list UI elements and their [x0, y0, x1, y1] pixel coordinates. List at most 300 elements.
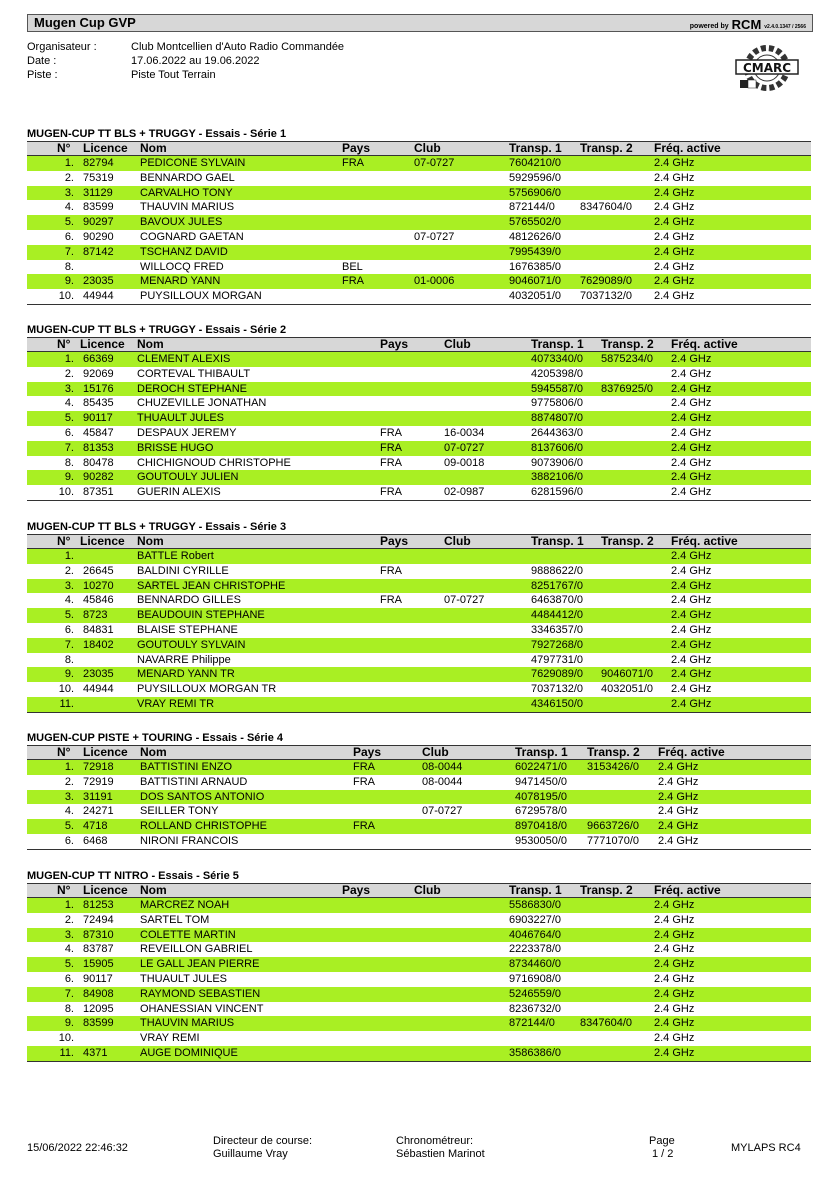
series-title: MUGEN-CUP TT BLS + TRUGGY - Essais - Série 1 [27, 128, 287, 140]
frequency: 2.4 GHz [671, 550, 712, 562]
frequency: 2.4 GHz [671, 412, 712, 425]
rank: 1. [64, 761, 74, 773]
rank: 11. [59, 697, 74, 710]
col-nom: Nom [140, 745, 167, 759]
table-row [27, 760, 811, 775]
driver-name: TSCHANZ DAVID [140, 245, 228, 258]
transponder-1: 9775806/0 [531, 397, 583, 410]
meta-key: Piste : [27, 69, 58, 81]
series-section [27, 520, 811, 713]
transponder-1: 4073340/0 [531, 353, 583, 365]
rank: 10. [58, 486, 74, 499]
transponder-1: 8734460/0 [509, 958, 561, 971]
col-transp2: Transp. 2 [580, 883, 633, 897]
table-row [27, 623, 811, 638]
club: 02-0987 [444, 486, 485, 499]
driver-name: OHANESSIAN VINCENT [140, 1002, 264, 1015]
driver-name: BRISSE HUGO [137, 441, 214, 454]
series-title: MUGEN-CUP TT NITRO - Essais - Série 5 [27, 870, 239, 882]
col-no: N° [57, 337, 71, 351]
rank: 4. [64, 805, 74, 818]
frequency: 2.4 GHz [654, 1046, 695, 1059]
country: FRA [353, 775, 375, 788]
country: FRA [342, 157, 364, 169]
footer-system [731, 1135, 801, 1155]
transponder-2: 8347604/0 [580, 1017, 632, 1030]
frequency: 2.4 GHz [654, 899, 695, 911]
frequency: 2.4 GHz [658, 834, 699, 847]
frequency: 2.4 GHz [654, 186, 695, 199]
frequency: 2.4 GHz [671, 471, 712, 484]
report-title-bar [27, 14, 813, 32]
frequency: 2.4 GHz [671, 353, 712, 365]
col-no: N° [57, 745, 71, 759]
rank: 5. [64, 216, 74, 229]
transponder-1: 3586386/0 [509, 1046, 561, 1059]
transponder-1: 8874807/0 [531, 412, 583, 425]
frequency: 2.4 GHz [654, 913, 695, 926]
rank: 5. [64, 412, 74, 425]
col-pays: Pays [342, 141, 371, 155]
driver-name: NIRONI FRANCOIS [140, 834, 239, 847]
rank: 5. [64, 820, 74, 833]
col-licence: Licence [80, 534, 125, 548]
transponder-1: 5756906/0 [509, 186, 561, 199]
frequency: 2.4 GHz [671, 638, 712, 651]
table-header [27, 883, 811, 898]
director-label: Directeur de course: [213, 1135, 313, 1147]
series-section [27, 869, 811, 1062]
licence: 90282 [83, 471, 114, 484]
rank: 9. [64, 668, 74, 681]
licence: 72919 [83, 775, 114, 788]
table-row [27, 928, 811, 943]
transponder-1: 9073906/0 [531, 456, 583, 469]
rank: 6. [64, 834, 74, 847]
col-transp1: Transp. 1 [531, 337, 584, 351]
frequency: 2.4 GHz [671, 594, 712, 607]
meta-key: Date : [27, 55, 57, 67]
transponder-1: 4797731/0 [531, 653, 583, 666]
table-row [27, 957, 811, 972]
table-row [27, 804, 811, 819]
col-club: Club [414, 883, 441, 897]
frequency: 2.4 GHz [671, 367, 712, 380]
rank: 3. [64, 382, 74, 395]
col-transp2: Transp. 2 [580, 141, 633, 155]
table-end-rule [27, 500, 811, 501]
rank: 4. [64, 594, 74, 607]
driver-name: CHUZEVILLE JONATHAN [137, 397, 267, 410]
frequency: 2.4 GHz [654, 1002, 695, 1015]
transponder-2: 8376925/0 [601, 382, 653, 395]
driver-name: BLAISE STEPHANE [137, 623, 238, 636]
table-header [27, 745, 811, 760]
licence: 85435 [83, 397, 114, 410]
driver-name: DOS SANTOS ANTONIO [140, 790, 265, 803]
transponder-2: 5875234/0 [601, 353, 653, 365]
licence: 31191 [83, 790, 113, 803]
licence: 92069 [83, 367, 114, 380]
frequency: 2.4 GHz [654, 171, 695, 184]
transponder-2: 3153426/0 [587, 761, 639, 773]
table-row [27, 426, 811, 441]
country: FRA [342, 275, 364, 288]
rank: 10. [58, 1032, 74, 1045]
licence: 10270 [83, 579, 114, 592]
footer-timestamp [27, 1135, 128, 1155]
col-club: Club [414, 141, 441, 155]
rank: 5. [64, 609, 74, 622]
table-row [27, 593, 811, 608]
series-section [27, 323, 811, 501]
driver-name: THAUVIN MARIUS [140, 1017, 235, 1030]
frequency: 2.4 GHz [654, 987, 695, 1000]
frequency: 2.4 GHz [658, 775, 699, 788]
transponder-1: 7995439/0 [509, 245, 561, 258]
licence: 83787 [83, 943, 114, 956]
transponder-1: 7629089/0 [531, 668, 583, 681]
country: FRA [353, 761, 375, 773]
series-title: MUGEN-CUP PISTE + TOURING - Essais - Série 4 [27, 732, 284, 744]
table-row [27, 245, 811, 260]
driver-name: BENNARDO GAEL [140, 171, 235, 184]
series-section [27, 731, 811, 850]
driver-name: RAYMOND SEBASTIEN [140, 987, 261, 1000]
rank: 2. [64, 913, 74, 926]
transponder-1: 4205398/0 [531, 367, 583, 380]
club: 07-0727 [444, 441, 485, 454]
driver-name: BEAUDOUIN STEPHANE [137, 609, 265, 622]
table-row [27, 274, 811, 289]
rank: 9. [64, 275, 74, 288]
rank: 11. [59, 1046, 74, 1059]
transponder-1: 5246559/0 [509, 987, 561, 1000]
table-row [27, 200, 811, 215]
transponder-1: 3346357/0 [531, 623, 583, 636]
licence: 15905 [83, 958, 114, 971]
table-row [27, 382, 811, 397]
transponder-1: 6281596/0 [531, 486, 583, 499]
rank: 4. [64, 201, 74, 214]
rank: 8. [64, 653, 74, 666]
frequency: 2.4 GHz [671, 579, 712, 592]
table-row [27, 230, 811, 245]
transponder-1: 6903227/0 [509, 913, 561, 926]
driver-name: GUERIN ALEXIS [137, 486, 221, 499]
table-row [27, 156, 811, 171]
transponder-1: 872144/0 [509, 1017, 555, 1030]
series-section [27, 127, 811, 305]
driver-name: LE GALL JEAN PIERRE [140, 958, 260, 971]
frequency: 2.4 GHz [671, 441, 712, 454]
meta-value: 17.06.2022 au 19.06.2022 [131, 55, 260, 67]
club: 08-0044 [422, 775, 463, 788]
footer-timer [396, 1135, 485, 1161]
licence: 45846 [83, 594, 114, 607]
rank: 1. [64, 550, 74, 562]
licence: 84908 [83, 987, 114, 1000]
table-row [27, 564, 811, 579]
col-transp1: Transp. 1 [515, 745, 568, 759]
frequency: 2.4 GHz [654, 201, 695, 214]
driver-name: BAVOUX JULES [140, 216, 223, 229]
table-row [27, 972, 811, 987]
table-row [27, 682, 811, 697]
col-licence: Licence [83, 745, 128, 759]
table-row [27, 819, 811, 834]
driver-name: COGNARD GAETAN [140, 230, 244, 243]
table-row [27, 352, 811, 367]
transponder-2: 9663726/0 [587, 820, 639, 833]
club: 16-0034 [444, 426, 485, 439]
country: FRA [380, 594, 402, 607]
licence: 44944 [83, 683, 114, 696]
country: FRA [380, 456, 402, 469]
rank: 8. [64, 1002, 74, 1015]
frequency: 2.4 GHz [671, 486, 712, 499]
licence: 23035 [83, 668, 114, 681]
print-timestamp: 15/06/2022 22:46:32 [27, 1142, 128, 1154]
timer-label: Chronométreur: [396, 1135, 474, 1147]
table-row [27, 638, 811, 653]
licence: 83599 [83, 201, 114, 214]
frequency: 2.4 GHz [671, 456, 712, 469]
table-row [27, 653, 811, 668]
licence: 8723 [83, 609, 108, 622]
driver-name: VRAY REMI TR [137, 697, 215, 710]
col-licence: Licence [83, 141, 128, 155]
rank: 7. [64, 987, 74, 1000]
driver-name: SARTEL TOM [140, 913, 210, 926]
transponder-1: 4812626/0 [509, 230, 561, 243]
driver-name: THUAULT JULES [140, 972, 228, 985]
transponder-1: 8251767/0 [531, 579, 583, 592]
transponder-1: 5586830/0 [509, 899, 561, 911]
table-row [27, 913, 811, 928]
licence: 6468 [83, 834, 108, 847]
frequency: 2.4 GHz [654, 216, 695, 229]
table-row [27, 215, 811, 230]
frequency: 2.4 GHz [654, 290, 695, 303]
col-nom: Nom [137, 337, 164, 351]
frequency: 2.4 GHz [671, 653, 712, 666]
driver-name: CHICHIGNOUD CHRISTOPHE [137, 456, 291, 469]
rank: 1. [64, 899, 74, 911]
rank: 6. [64, 426, 74, 439]
licence: 24271 [83, 805, 114, 818]
table-row [27, 834, 811, 849]
table-row [27, 898, 811, 913]
table-row [27, 470, 811, 485]
table-row [27, 1002, 811, 1017]
col-nom: Nom [140, 883, 167, 897]
frequency: 2.4 GHz [654, 230, 695, 243]
transponder-1: 1676385/0 [509, 260, 561, 273]
rank: 9. [64, 471, 74, 484]
frequency: 2.4 GHz [658, 790, 699, 803]
transponder-1: 6463870/0 [531, 594, 583, 607]
powered-by [690, 16, 806, 31]
frequency: 2.4 GHz [658, 805, 699, 818]
driver-name: CORTEVAL THIBAULT [137, 367, 251, 380]
transponder-1: 6022471/0 [515, 761, 567, 773]
meta-value: Piste Tout Terrain [131, 69, 216, 81]
transponder-2: 9046071/0 [601, 668, 653, 681]
transponder-1: 4346150/0 [531, 697, 583, 710]
licence: 26645 [83, 564, 114, 577]
table-row [27, 260, 811, 275]
transponder-1: 8236732/0 [509, 1002, 561, 1015]
driver-name: COLETTE MARTIN [140, 928, 236, 941]
licence: 90117 [83, 972, 113, 985]
table-end-rule [27, 304, 811, 305]
licence: 80478 [83, 456, 114, 469]
driver-name: AUGE DOMINIQUE [140, 1046, 238, 1059]
rank: 7. [64, 441, 74, 454]
col-pays: Pays [342, 883, 371, 897]
driver-name: GOUTOULY JULIEN [137, 471, 239, 484]
driver-name: BENNARDO GILLES [137, 594, 241, 607]
table-row [27, 171, 811, 186]
table-header [27, 534, 811, 549]
transponder-1: 7037132/0 [531, 683, 583, 696]
col-transp2: Transp. 2 [587, 745, 640, 759]
transponder-2: 7771070/0 [587, 834, 639, 847]
rank: 7. [64, 638, 74, 651]
licence: 72918 [83, 761, 114, 773]
licence: 23035 [83, 275, 114, 288]
frequency: 2.4 GHz [654, 1032, 695, 1045]
col-pays: Pays [353, 745, 382, 759]
driver-name: SARTEL JEAN CHRISTOPHE [137, 579, 286, 592]
licence: 84831 [83, 623, 114, 636]
powered-by-label: powered by [689, 23, 729, 30]
timing-system: MYLAPS RC4 [731, 1142, 801, 1154]
col-transp2: Transp. 2 [601, 337, 654, 351]
licence: 44944 [83, 290, 114, 303]
licence: 83599 [83, 1017, 114, 1030]
licence: 45847 [83, 426, 114, 439]
rank: 8. [64, 456, 74, 469]
frequency: 2.4 GHz [671, 564, 712, 577]
frequency: 2.4 GHz [654, 972, 695, 985]
club: 07-0727 [414, 157, 455, 169]
table-row [27, 775, 811, 790]
transponder-1: 9471450/0 [515, 775, 567, 788]
transponder-1: 4078195/0 [515, 790, 567, 803]
col-club: Club [444, 534, 471, 548]
col-transp1: Transp. 1 [509, 883, 562, 897]
frequency: 2.4 GHz [654, 260, 695, 273]
licence: 81253 [83, 899, 114, 911]
rank: 3. [64, 186, 74, 199]
frequency: 2.4 GHz [671, 668, 712, 681]
table-row [27, 1046, 811, 1061]
version-text: v2.4.0.1347 / 2566 [764, 24, 806, 30]
licence: 90117 [83, 412, 113, 425]
table-row [27, 697, 811, 712]
table-row [27, 667, 811, 682]
footer-director [213, 1135, 312, 1161]
transponder-1: 4046764/0 [509, 928, 561, 941]
table-row [27, 987, 811, 1002]
driver-name: PUYSILLOUX MORGAN TR [137, 683, 277, 696]
frequency: 2.4 GHz [671, 426, 712, 439]
brand-name: RCM [731, 17, 762, 32]
rank: 3. [64, 928, 74, 941]
rank: 8. [64, 260, 74, 273]
table-row [27, 411, 811, 426]
series-title: MUGEN-CUP TT BLS + TRUGGY - Essais - Série 2 [27, 324, 287, 336]
col-transp2: Transp. 2 [601, 534, 654, 548]
transponder-1: 9716908/0 [509, 972, 561, 985]
driver-name: VRAY REMI [140, 1032, 200, 1045]
licence: 87351 [83, 486, 114, 499]
licence: 90297 [83, 216, 114, 229]
transponder-2: 7629089/0 [580, 275, 632, 288]
driver-name: THAUVIN MARIUS [140, 201, 235, 214]
rank: 2. [64, 564, 74, 577]
frequency: 2.4 GHz [671, 683, 712, 696]
transponder-1: 7927268/0 [531, 638, 583, 651]
transponder-1: 5945587/0 [531, 382, 583, 395]
country: FRA [380, 426, 402, 439]
driver-name: BALDINI CYRILLE [137, 564, 229, 577]
table-row [27, 942, 811, 957]
col-no: N° [57, 141, 71, 155]
rank: 6. [64, 972, 74, 985]
table-end-rule [27, 1061, 811, 1062]
country: FRA [353, 820, 375, 833]
licence: 15176 [83, 382, 114, 395]
licence: 75319 [83, 171, 114, 184]
transponder-1: 2223378/0 [509, 943, 561, 956]
transponder-1: 5765502/0 [509, 216, 561, 229]
frequency: 2.4 GHz [654, 958, 695, 971]
table-header [27, 337, 811, 352]
driver-name: MARCREZ NOAH [140, 899, 230, 911]
driver-name: MENARD YANN [140, 275, 221, 288]
licence: 18402 [83, 638, 114, 651]
transponder-1: 8970418/0 [515, 820, 567, 833]
club: 07-0727 [422, 805, 463, 818]
rank: 6. [64, 230, 74, 243]
rank: 10. [58, 290, 74, 303]
table-row [27, 485, 811, 500]
licence: 90290 [83, 230, 114, 243]
transponder-1: 2644363/0 [531, 426, 583, 439]
frequency: 2.4 GHz [658, 761, 699, 773]
transponder-1: 6729578/0 [515, 805, 567, 818]
club: 08-0044 [422, 761, 463, 773]
driver-name: REVEILLON GABRIEL [140, 943, 253, 956]
rank: 3. [64, 790, 74, 803]
driver-name: WILLOCQ FRED [140, 260, 224, 273]
frequency: 2.4 GHz [654, 1017, 695, 1030]
rank: 4. [64, 397, 74, 410]
meta-key: Organisateur : [27, 41, 97, 53]
club: 07-0727 [414, 230, 455, 243]
col-freq: Fréq. active [658, 745, 725, 759]
transponder-1: 9888622/0 [531, 564, 583, 577]
driver-name: SEILLER TONY [140, 805, 219, 818]
col-freq: Fréq. active [654, 883, 721, 897]
transponder-1: 3882106/0 [531, 471, 583, 484]
transponder-2: 8347604/0 [580, 201, 632, 214]
frequency: 2.4 GHz [654, 943, 695, 956]
frequency: 2.4 GHz [654, 245, 695, 258]
